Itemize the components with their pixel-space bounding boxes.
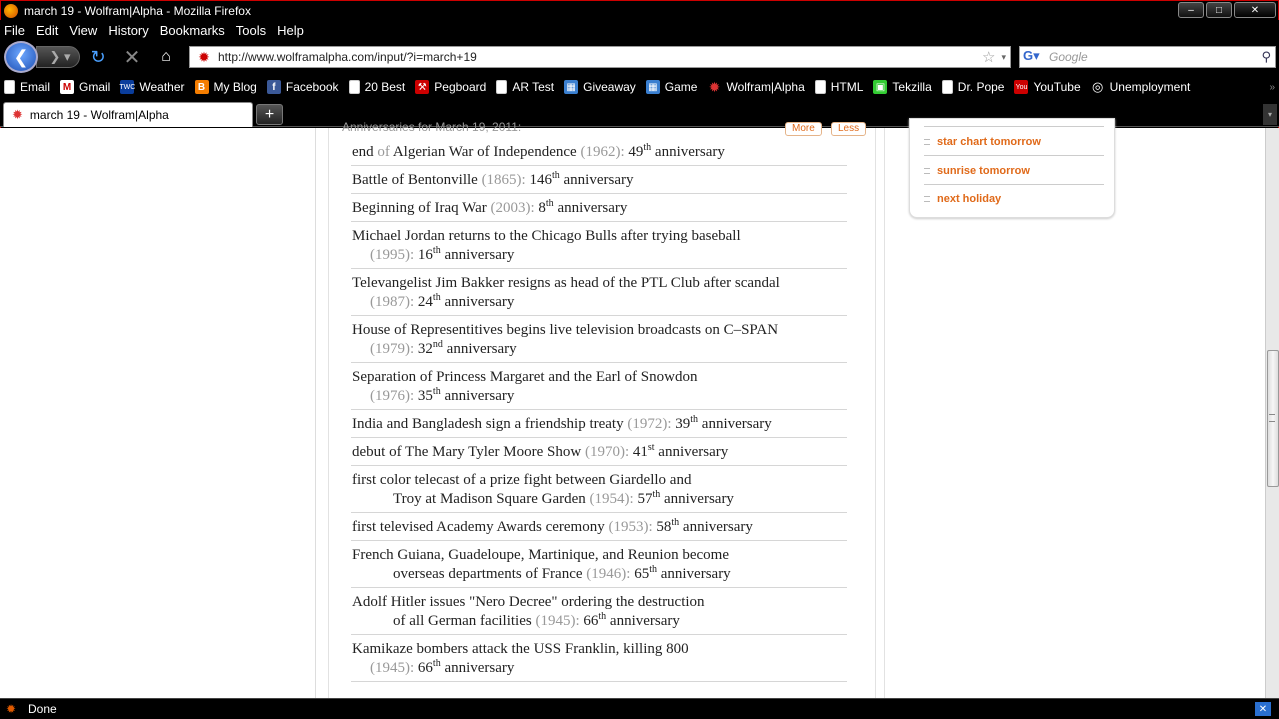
bookmark-dr-pope[interactable] [942, 80, 1005, 94]
entry-ordinal: st [647, 442, 655, 453]
entry-ordinal: th [432, 292, 441, 303]
entry-count: 66 [579, 613, 599, 629]
entry-year: (1946): [586, 566, 631, 582]
entry-count: 66 [414, 660, 433, 676]
status-bar [0, 698, 1279, 719]
entry-ordinal: th [551, 170, 560, 181]
anniversary-list [351, 138, 847, 682]
wolfram-alpha-icon: ✹ [12, 107, 23, 122]
stop-icon[interactable]: ✕ [123, 46, 141, 69]
bookmark-email[interactable] [4, 80, 50, 94]
scrollbar-grip-icon [1269, 414, 1275, 422]
bookmark-label: AR Test [512, 80, 555, 94]
entry-line-continued [352, 659, 847, 678]
vertical-scrollbar[interactable] [1265, 128, 1279, 698]
entry-suffix: anniversary [698, 416, 772, 432]
bookmark-label: YouTube [1033, 80, 1081, 94]
entry-line: Separation of Princess Margaret and the Earl of Snowdon [352, 369, 698, 385]
page-content [0, 120, 1265, 698]
bookmark-youtube[interactable] [1014, 80, 1080, 94]
navigation-toolbar [0, 40, 1279, 74]
entry-suffix: anniversary [660, 491, 734, 507]
entry-count: 146 [525, 172, 552, 188]
anniversary-entry [351, 166, 847, 194]
left-margin [0, 128, 316, 698]
maximize-button[interactable]: □ [1206, 2, 1232, 18]
entry-ordinal: th [598, 611, 607, 622]
entry-count: 24 [414, 294, 433, 310]
anniversary-entry [351, 541, 847, 588]
anniversary-entry [351, 438, 847, 466]
menu-bar [0, 20, 1279, 40]
entry-ordinal: th [690, 414, 699, 425]
tab-list-icon[interactable]: ▾ [1263, 104, 1277, 125]
entry-text: Algerian War of Independence [389, 144, 581, 160]
anniversary-entry [351, 269, 847, 316]
anniversary-entry [351, 138, 847, 166]
entry-line: Kamikaze bombers attack the USS Franklin, killing 800 [352, 641, 689, 657]
bookmark-ar-test[interactable] [496, 80, 554, 94]
bookmark-label: Giveaway [583, 80, 636, 94]
entry-count: 58 [652, 519, 672, 535]
entry-text: debut of The Mary Tyler Moore Show [352, 444, 585, 460]
entry-count: 8 [534, 200, 546, 216]
address-bar[interactable] [189, 46, 1011, 68]
entry-text: first televised Academy Awards ceremony [352, 519, 609, 535]
anniversary-entry [351, 466, 847, 513]
entry-suffix: anniversary [656, 566, 731, 582]
entry-year: (1976): [370, 388, 415, 404]
less-button[interactable]: Less [831, 122, 866, 136]
entry-line: House of Representitives begins live television broadcasts on C–SPAN [352, 322, 779, 338]
home-icon[interactable]: ⌂ [161, 48, 171, 65]
sidebar [884, 128, 1265, 698]
entry-ordinal: th [432, 245, 441, 256]
related-link-sunrise[interactable] [924, 165, 1104, 177]
entry-line [352, 143, 847, 162]
anniversary-entry [351, 410, 847, 438]
bookmark-label: Game [664, 80, 698, 94]
new-tab-button[interactable]: + [256, 104, 283, 125]
bookmark-label: Unemployment [1109, 80, 1191, 94]
results-panel [328, 120, 876, 698]
entry-year: (1945): [535, 613, 580, 629]
entry-year: (1954): [589, 491, 634, 507]
addon-status-icon[interactable]: ✕ [1255, 702, 1271, 716]
give-icon: ▦ [646, 80, 660, 94]
entry-line: first color telecast of a prize fight between Giardello and [352, 472, 692, 488]
entry-ordinal: th [432, 658, 441, 669]
entry-text: Troy at Madison Square Garden [393, 491, 590, 507]
entry-suffix: anniversary [679, 519, 753, 535]
fb-icon: f [267, 80, 281, 94]
bookmark-star-icon[interactable]: ☆ [982, 49, 996, 66]
entry-year: (1945): [370, 660, 415, 676]
minimize-button[interactable]: – [1178, 2, 1204, 18]
tab-label: march 19 - Wolfram|Alpha [29, 108, 169, 122]
page-icon [4, 80, 15, 94]
window-controls [1178, 2, 1276, 18]
entry-line [352, 443, 847, 462]
entry-line: Adolf Hitler issues "Nero Decree" ordering the destruction [352, 594, 705, 610]
entry-count: 57 [633, 491, 653, 507]
divider [924, 155, 1104, 156]
search-input[interactable]: Google [1049, 50, 1088, 64]
bookmark-pegboard[interactable] [415, 80, 486, 94]
menu-view[interactable]: View [69, 22, 98, 38]
entry-year: (1979): [370, 341, 415, 357]
page-icon [815, 80, 826, 94]
site-favicon-icon[interactable]: ✹ [198, 49, 210, 65]
reload-icon[interactable]: ↻ [90, 46, 106, 67]
bookmark-label: Weather [139, 80, 185, 94]
pod-subheading: Anniversaries for March 19, 2011: [342, 120, 522, 134]
tab-wolfram-alpha[interactable] [3, 102, 253, 127]
anniversary-entry [351, 222, 847, 269]
entry-suffix: anniversary [442, 341, 517, 357]
bookmark-label: HTML [830, 80, 864, 94]
entry-year: (1865): [481, 172, 526, 188]
entry-count: 35 [414, 388, 433, 404]
entry-line [352, 518, 847, 537]
related-link-star-chart[interactable] [924, 136, 1104, 148]
bookmark-my-blog[interactable] [195, 80, 257, 94]
entry-line: French Guiana, Guadeloupe, Martinique, and Reunion become [352, 547, 729, 563]
back-button[interactable]: ❮ [4, 41, 38, 73]
entry-line [352, 171, 847, 190]
related-link-label: next holiday [937, 193, 1002, 205]
entry-ordinal: th [671, 517, 680, 528]
forward-button[interactable]: ❯ ▾ [36, 46, 80, 68]
twc-icon: TWC [120, 80, 134, 94]
bookmark-tekzilla[interactable] [873, 80, 931, 94]
url-input[interactable]: http://www.wolframalpha.com/input/?i=march+19 [218, 50, 477, 64]
tek-icon: ▣ [873, 80, 887, 94]
menu-tools[interactable]: Tools [235, 22, 267, 38]
url-dropdown-icon[interactable]: ▾ [1001, 51, 1006, 62]
entry-count: 41 [629, 444, 648, 460]
search-engine-icon[interactable]: G▾ [1023, 48, 1040, 63]
unemp-icon: ◎ [1091, 79, 1104, 94]
entry-text: India and Bangladesh sign a friendship treaty [352, 416, 628, 432]
entry-ordinal: th [652, 489, 661, 500]
blog-icon: B [195, 80, 209, 94]
anniversary-entry [351, 194, 847, 222]
entry-count: 32 [414, 341, 433, 357]
entry-year: (1962): [580, 144, 625, 160]
search-icon[interactable]: ⚲ [1261, 49, 1271, 64]
close-button[interactable]: ✕ [1234, 2, 1276, 18]
related-link-label: star chart tomorrow [937, 136, 1041, 148]
bookmarks-toolbar [0, 74, 1279, 100]
wa-icon: ✹ [708, 78, 721, 95]
bookmark-label: Email [20, 80, 51, 94]
entry-ordinal: th [643, 142, 652, 153]
menu-bookmarks[interactable]: Bookmarks [159, 22, 225, 38]
bookmarks-overflow-icon[interactable]: » [1269, 81, 1275, 93]
bookmark-game[interactable] [646, 80, 698, 94]
anniversary-entry [351, 363, 847, 410]
menu-help[interactable]: Help [277, 22, 304, 38]
bullet-icon [924, 139, 930, 145]
entry-count: 65 [630, 566, 650, 582]
entry-year: (1995): [370, 247, 415, 263]
entry-suffix: anniversary [606, 613, 680, 629]
bookmark-label: Pegboard [434, 80, 487, 94]
bookmark-label: 20 Best [364, 80, 406, 94]
entry-ordinal: th [649, 564, 657, 575]
menu-history[interactable]: History [108, 22, 149, 38]
entry-ordinal: th [545, 198, 554, 209]
yt-icon: You [1014, 80, 1028, 94]
anniversary-entry [351, 316, 847, 363]
anniversary-entry [351, 513, 847, 541]
entry-line: Michael Jordan returns to the Chicago Bulls after trying baseball [352, 228, 741, 244]
status-activity-icon: ✹ [6, 702, 17, 716]
bookmark-20-best[interactable] [349, 80, 406, 94]
search-bar[interactable] [1019, 46, 1276, 68]
bullet-icon [924, 168, 930, 174]
entry-suffix: anniversary [440, 294, 515, 310]
entry-text: Battle of Bentonville [352, 172, 482, 188]
bookmark-label: Dr. Pope [957, 80, 1005, 94]
divider [924, 126, 1104, 127]
entry-line [352, 199, 847, 218]
give-icon: ▦ [564, 80, 578, 94]
window-title: march 19 - Wolfram|Alpha - Mozilla Firefox [24, 3, 251, 18]
entry-suffix: anniversary [553, 200, 628, 216]
entry-line: Televangelist Jim Bakker resigns as head of the PTL Club after scandal [352, 275, 780, 291]
bookmark-label: My Blog [213, 80, 257, 94]
entry-ordinal: nd [432, 339, 443, 350]
bookmark-weather[interactable] [120, 80, 184, 94]
bookmark-label: Gmail [79, 80, 111, 94]
related-queries-box [909, 118, 1115, 218]
entry-line [352, 415, 847, 434]
more-button[interactable]: More [785, 122, 822, 136]
entry-year: (1953): [608, 519, 653, 535]
entry-suffix: anniversary [440, 660, 515, 676]
anniversary-entry [351, 635, 847, 682]
entry-line-continued [352, 612, 847, 631]
page-icon [349, 80, 360, 94]
entry-line-continued [352, 490, 847, 509]
related-link-label: sunrise tomorrow [937, 165, 1030, 177]
entry-year: (1972): [627, 416, 672, 432]
firefox-icon[interactable] [4, 4, 18, 18]
bullet-icon [924, 196, 930, 202]
entry-suffix: anniversary [440, 388, 515, 404]
peg-icon: ⚒ [415, 80, 429, 94]
related-link-next-holiday[interactable] [924, 193, 1104, 205]
entry-line-continued [352, 565, 847, 584]
gmail-icon: M [60, 80, 74, 94]
entry-text: of all German facilities [393, 613, 536, 629]
bookmark-label: Tekzilla [892, 80, 932, 94]
entry-count: 49 [624, 144, 644, 160]
entry-connector: of [377, 144, 390, 160]
anniversary-entry [351, 588, 847, 635]
entry-count: 39 [671, 416, 691, 432]
entry-suffix: anniversary [559, 172, 634, 188]
menu-file[interactable]: File [4, 22, 25, 38]
entry-text: end [352, 144, 378, 160]
entry-suffix: anniversary [654, 444, 729, 460]
bookmark-giveaway[interactable] [564, 80, 636, 94]
entry-line-continued [352, 246, 847, 265]
bookmark-gmail[interactable] [60, 80, 110, 94]
bookmark-html[interactable] [815, 80, 864, 94]
entry-text: Beginning of Iraq War [352, 200, 491, 216]
entry-line-continued [352, 293, 847, 312]
entry-year: (2003): [490, 200, 535, 216]
page-icon [496, 80, 507, 94]
entry-text: overseas departments of France [393, 566, 587, 582]
entry-suffix: anniversary [440, 247, 515, 263]
entry-year: (1987): [370, 294, 415, 310]
divider [924, 184, 1104, 185]
page-icon [942, 80, 953, 94]
status-text: Done [28, 702, 57, 716]
bookmark-label: Facebook [285, 80, 339, 94]
menu-edit[interactable]: Edit [35, 22, 59, 38]
entry-suffix: anniversary [651, 144, 725, 160]
bookmark-label: Wolfram|Alpha [726, 80, 805, 94]
bookmark-wolfram-alpha[interactable] [707, 80, 804, 94]
bookmark-facebook[interactable] [267, 80, 339, 94]
title-bar [0, 0, 1279, 20]
entry-year: (1970): [584, 444, 630, 460]
entry-count: 16 [414, 247, 433, 263]
entry-ordinal: th [432, 386, 441, 397]
bookmark-unemployment[interactable] [1091, 80, 1191, 94]
entry-line-continued [352, 340, 847, 359]
entry-line-continued [352, 387, 847, 406]
